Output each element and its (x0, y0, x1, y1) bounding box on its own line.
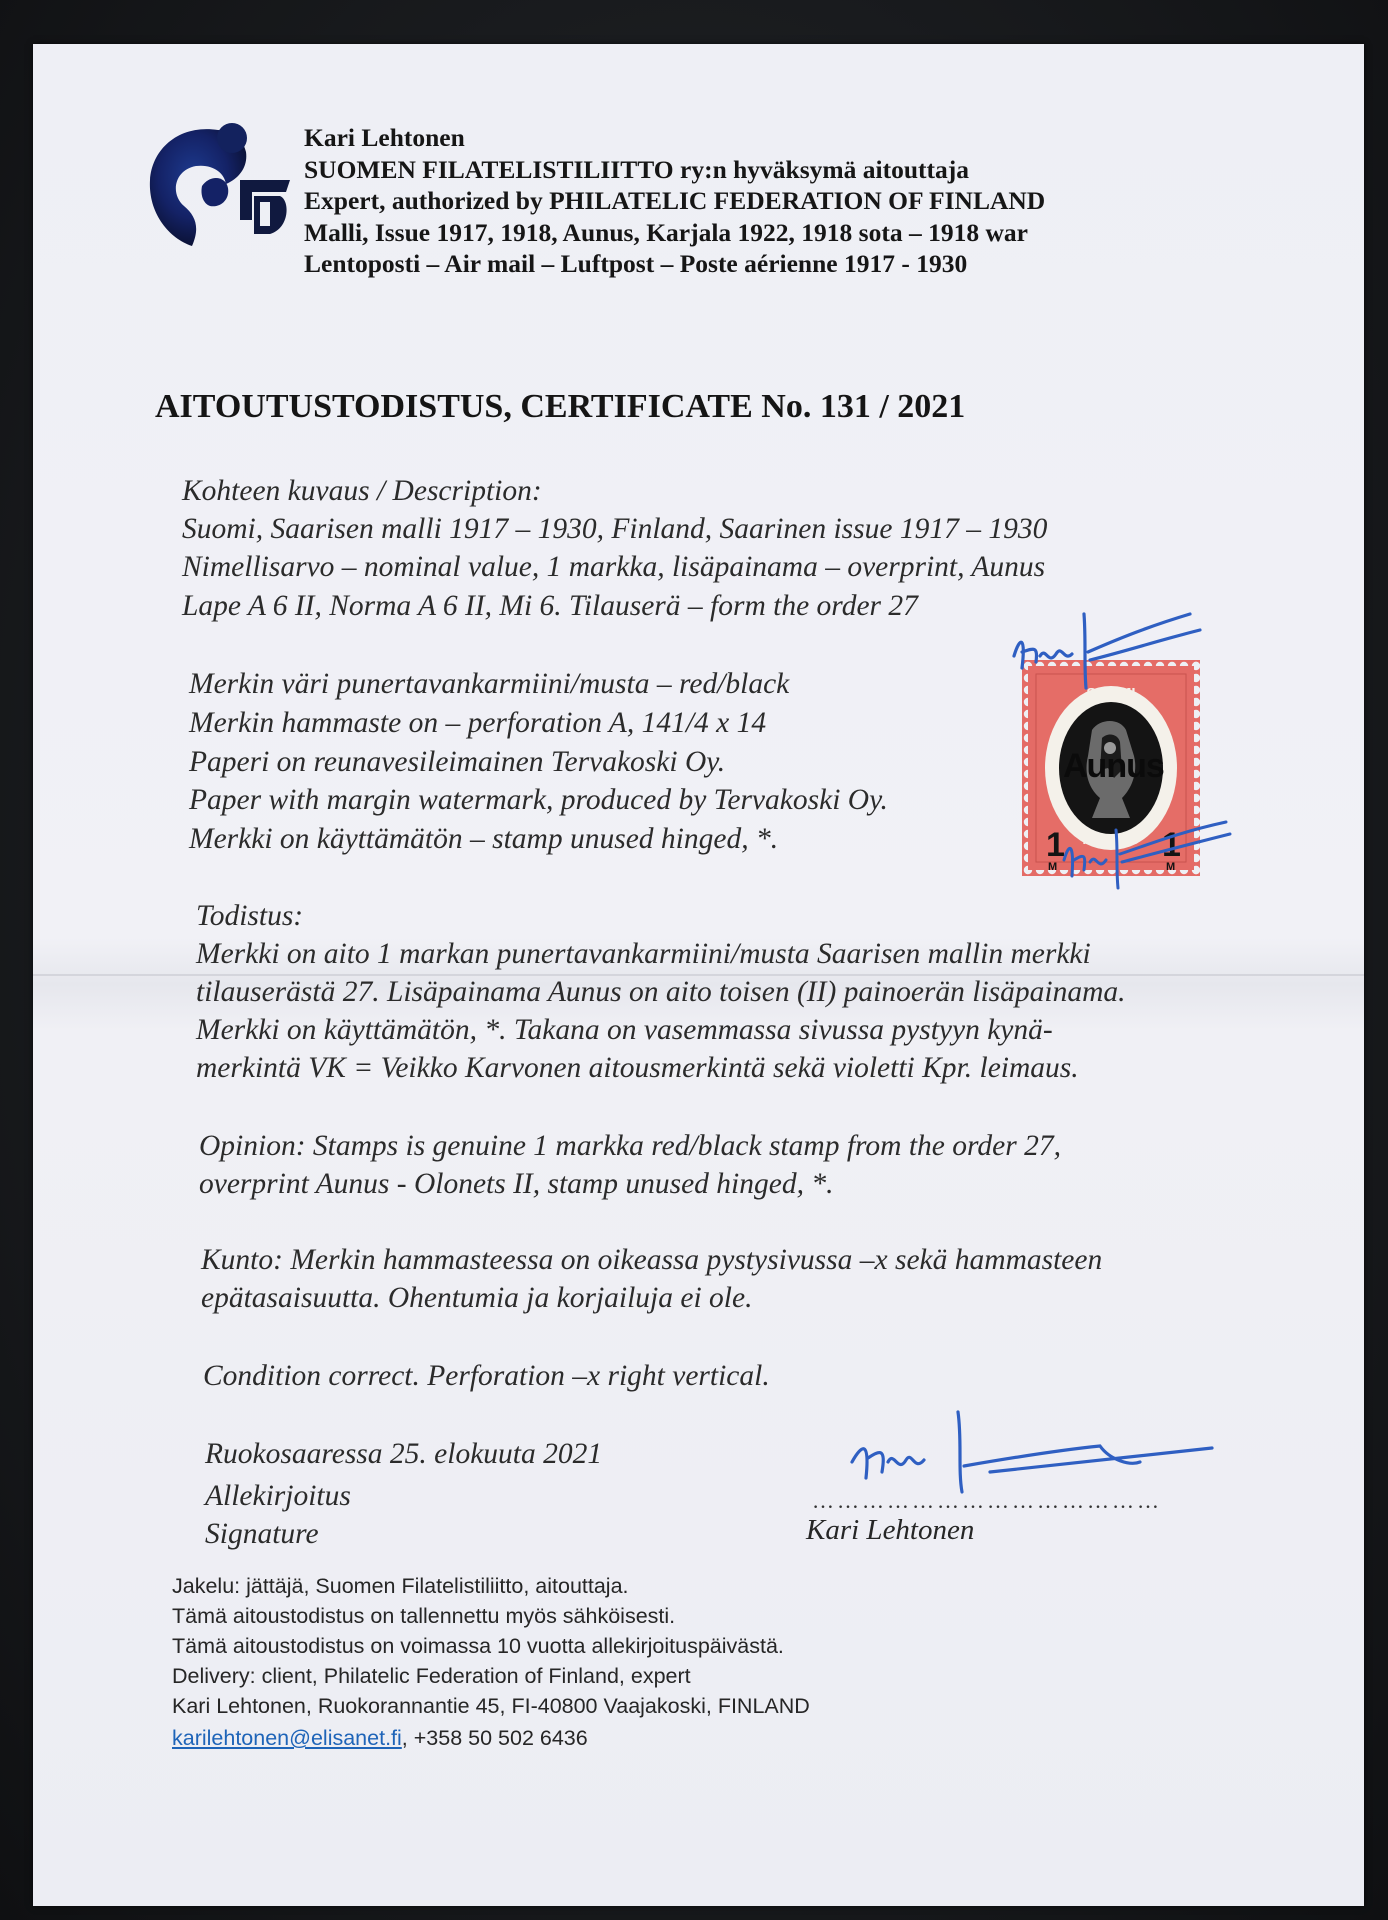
footer-line: Kari Lehtonen, Ruokorannantie 45, FI-40800 Vaajakoski, FINLAND (172, 1694, 810, 1718)
certificate-title: AITOUTUSTODISTUS, CERTIFICATE No. 131 / 2021 (155, 388, 966, 425)
property-line: Paper with margin watermark, produced by Tervakoski Oy. (189, 784, 888, 816)
todistus-line: Merkki on aito 1 markan punertavankarmiini/musta Saarisen mallin merkki (196, 938, 1091, 970)
todistus-line: Merkki on käyttämätön, *. Takana on vasemmassa sivussa pystyyn kynä- (196, 1014, 1053, 1046)
header-authorization-en: Expert, authorized by PHILATELIC FEDERATION OF FINLAND (304, 186, 1046, 215)
header-airmail: Lentoposti – Air mail – Luftpost – Poste aérienne 1917 - 1930 (304, 249, 968, 278)
expert-name: Kari Lehtonen (304, 123, 465, 152)
property-line: Merkin hammaste on – perforation A, 141/4 x 14 (189, 707, 767, 739)
email-link[interactable]: karilehtonen@elisanet.fi (172, 1726, 402, 1750)
description-line: Lape A 6 II, Norma A 6 II, Mi 6. Tilauserä – form the order 27 (182, 590, 918, 622)
signature-label: Signature (205, 1518, 319, 1550)
stamp-value-right: 1 (1162, 826, 1181, 864)
todistus-heading: Todistus: (196, 900, 304, 932)
footer-line: Tämä aitoustodistus on tallennettu myös sähköisesti. (172, 1604, 676, 1628)
property-line: Merkki on käyttämätön – stamp unused hinged, *. (189, 823, 779, 855)
footer-line: Delivery: client, Philatelic Federation of Finland, expert (172, 1664, 691, 1688)
stamp-overprint: Aunus (1063, 747, 1164, 785)
footer-line: Jakelu: jättäjä, Suomen Filatelistiliitto, aitouttaja. (172, 1574, 629, 1598)
footer-line: Tämä aitoustodistus on voimassa 10 vuotta allekirjoituspäivästä. (172, 1634, 784, 1658)
stamp-signature-top (1000, 596, 1220, 716)
place-date: Ruokosaaressa 25. elokuuta 2021 (205, 1438, 603, 1470)
allekirjoitus-label: Allekirjoitus (205, 1480, 351, 1512)
todistus-line: merkintä VK = Veikko Karvonen aitousmerkintä sekä violetti Kpr. leimaus. (196, 1052, 1079, 1084)
description-line: Suomi, Saarisen malli 1917 – 1930, Finland, Saarinen issue 1917 – 1930 (182, 513, 1048, 545)
federation-logo-icon (140, 108, 300, 258)
footer-contact (172, 1724, 588, 1752)
todistus-line: tilauserästä 27. Lisäpainama Aunus on aito toisen (II) painoerän lisäpainama. (196, 976, 1126, 1008)
signer-name: Kari Lehtonen (806, 1514, 975, 1546)
description-heading: Kohteen kuvaus / Description: (182, 475, 542, 507)
stamp-currency-right: M (1166, 861, 1176, 873)
stamp-bottom-text: FINLAND (1082, 832, 1140, 847)
signature-line: …………………………………… (812, 1488, 1162, 1513)
stamp-value-left: 1 (1046, 826, 1065, 864)
stamp-top-text: SUOMI (1086, 685, 1136, 702)
handwritten-signature (840, 1400, 1220, 1500)
phone-number: , +358 50 502 6436 (401, 1726, 588, 1750)
stamp-signature-bottom (1050, 810, 1240, 900)
opinion-line: Opinion: Stamps is genuine 1 markka red/black stamp from the order 27, (199, 1130, 1061, 1162)
property-line: Merkin väri punertavankarmiini/musta – red/black (189, 668, 790, 700)
header-block (304, 122, 1045, 280)
property-line: Paperi on reunavesileimainen Tervakoski Oy. (189, 746, 726, 778)
stamp-currency-left: M (1048, 861, 1058, 873)
condition-line: Condition correct. Perforation –x right vertical. (203, 1360, 770, 1392)
kunto-line: Kunto: Merkin hammasteessa on oikeassa pystysivussa –x sekä hammasteen (201, 1244, 1103, 1276)
header-authorization-fi: SUOMEN FILATELISTILIITTO ry:n hyväksymä aitouttaja (304, 154, 970, 184)
opinion-line: overprint Aunus - Olonets II, stamp unused hinged, *. (199, 1168, 834, 1200)
kunto-line: epätasaisuutta. Ohentumia ja korjailuja ei ole. (201, 1282, 753, 1314)
header-issues: Malli, Issue 1917, 1918, Aunus, Karjala 1922, 1918 sota – 1918 war (304, 217, 1028, 247)
description-line: Nimellisarvo – nominal value, 1 markka, lisäpainama – overprint, Aunus (182, 551, 1046, 583)
